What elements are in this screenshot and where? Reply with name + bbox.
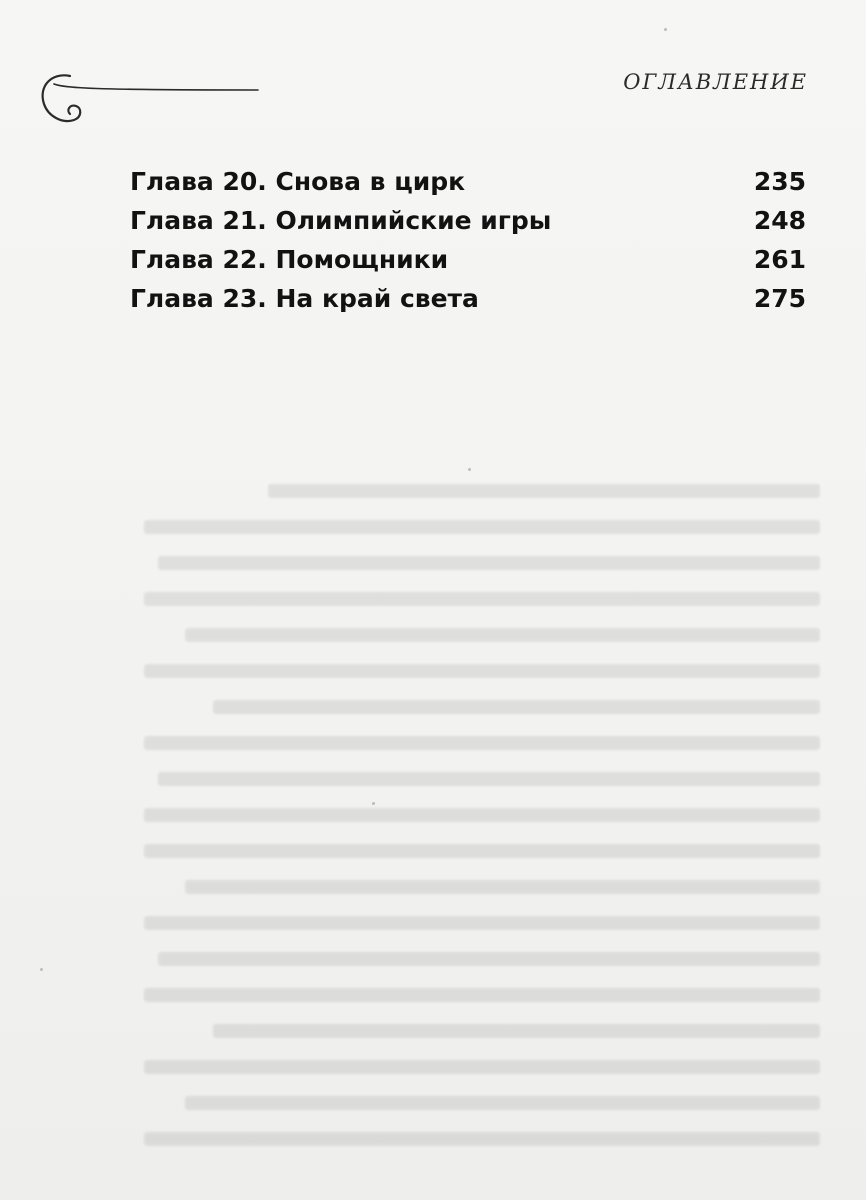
bleed-line: [130, 506, 820, 542]
toc-entry-page: 248: [753, 206, 806, 235]
toc-entry: [130, 279, 806, 318]
bleed-line: [130, 650, 820, 686]
bleed-line: [130, 722, 820, 758]
toc-entry-page: 275: [753, 284, 806, 313]
bleed-line: [130, 830, 820, 866]
bleed-line: [130, 542, 820, 578]
toc-entry-title: Глава 20. Снова в цирк: [130, 167, 466, 196]
toc-entry-page: 261: [753, 245, 806, 274]
paper-speck: [468, 468, 471, 471]
paper-speck: [372, 802, 375, 805]
toc-entry: [130, 240, 806, 279]
paper-speck: [40, 968, 43, 971]
toc-entry: [130, 162, 806, 201]
reverse-side-bleed-through: [130, 470, 820, 1190]
bleed-line: [130, 1010, 820, 1046]
swirl-flourish-icon: [30, 64, 270, 144]
bleed-line: [130, 1082, 820, 1118]
toc-entry-page: 235: [753, 167, 806, 196]
bleed-line: [130, 866, 820, 902]
bleed-line: [130, 614, 820, 650]
table-of-contents: [130, 162, 806, 318]
toc-entry: [130, 201, 806, 240]
bleed-line: [130, 470, 820, 506]
paper-speck: [664, 28, 667, 31]
toc-entry-title: Глава 21. Олимпийские игры: [130, 206, 552, 235]
bleed-line: [130, 974, 820, 1010]
bleed-line: [130, 686, 820, 722]
bleed-line: [130, 902, 820, 938]
bleed-line: [130, 938, 820, 974]
bleed-line: [130, 1118, 820, 1154]
toc-entry-title: Глава 22. Помощники: [130, 245, 449, 274]
bleed-line: [130, 1046, 820, 1082]
bleed-line: [130, 794, 820, 830]
running-head: ОГЛАВЛЕНИЕ: [623, 70, 808, 94]
bleed-line: [130, 578, 820, 614]
bleed-line: [130, 758, 820, 794]
toc-entry-title: Глава 23. На край света: [130, 284, 479, 313]
